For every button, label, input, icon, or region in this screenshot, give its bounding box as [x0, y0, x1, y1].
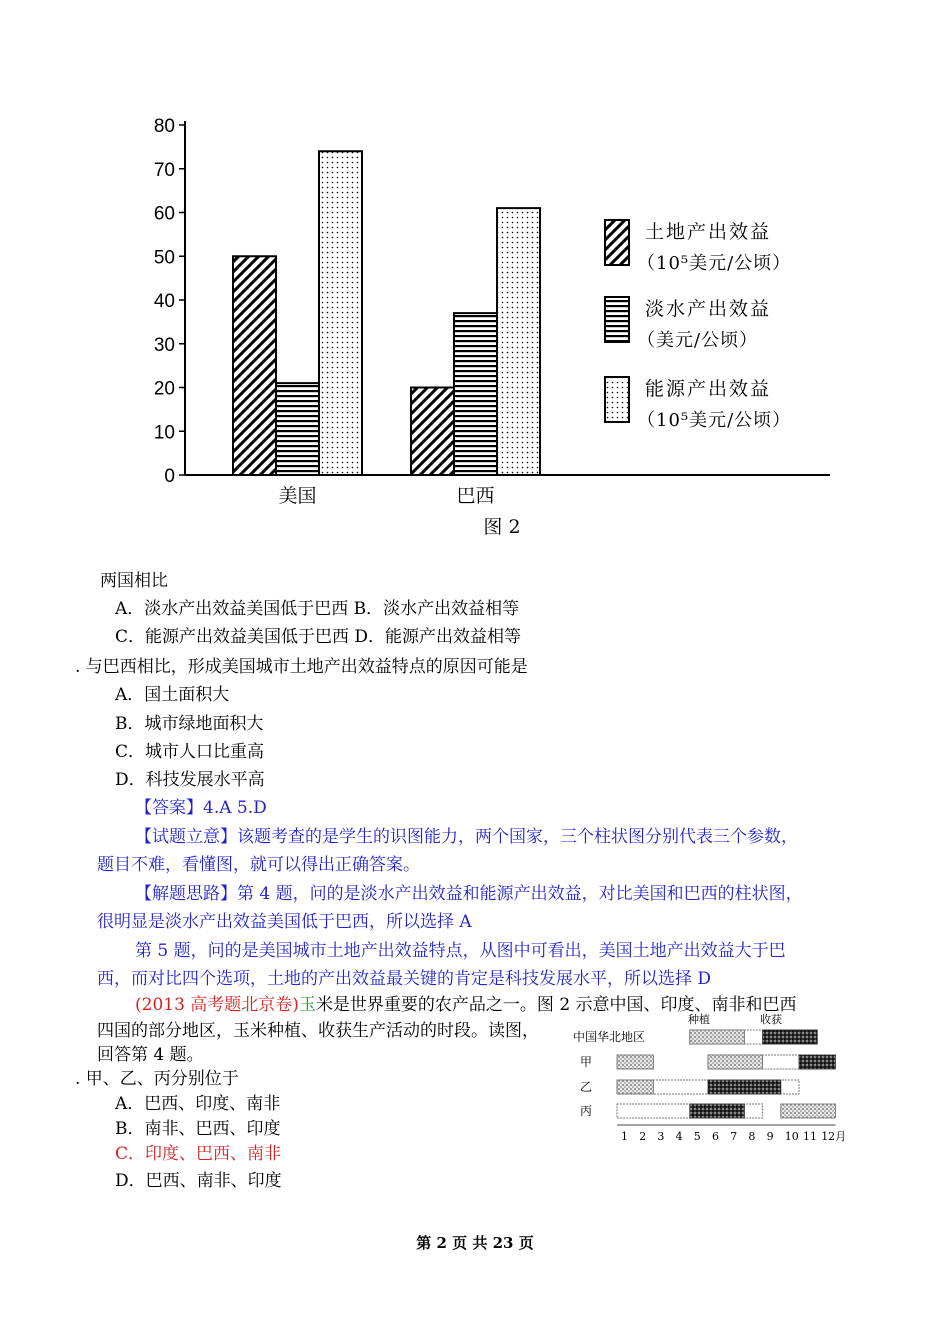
- idea-line3: 第 5 题，问的是美国城市土地产出效益特点，从图中可看出，美国土地产出效益大于巴: [135, 941, 786, 961]
- month-tick: 2: [639, 1130, 647, 1143]
- q2013-line3: 回答第 4 题。: [97, 1045, 204, 1065]
- plant-bar: [781, 1104, 836, 1118]
- intent-line1: 【试题立意】该题考查的是学生的识图能力，两个国家，三个柱状图分别代表三个参数，: [135, 827, 798, 847]
- harvest-bar: [690, 1104, 745, 1118]
- month-tick: 4: [675, 1130, 683, 1143]
- y-tick-label: 40: [153, 291, 175, 312]
- header-plant: 种植: [688, 1013, 710, 1026]
- intent-line2: 题目不难，看懂图，就可以得出正确答案。: [97, 855, 420, 875]
- y-tick-label: 0: [164, 466, 175, 487]
- x-category-label: 美国: [278, 485, 317, 507]
- legend-name: 能源产出效益: [645, 378, 772, 400]
- q2013-line1-rest: 米是世界重要的农产品之一。图 2 示意中国、印度、南非和巴西: [315, 995, 797, 1015]
- row-label: 甲: [580, 1055, 593, 1069]
- bar-stripes: [276, 383, 319, 475]
- month-tick: 11: [803, 1130, 817, 1143]
- legend-name: 土地产出效益: [645, 221, 772, 243]
- month-tick: 10: [784, 1130, 799, 1143]
- q4-options-line1: A．淡水产出效益美国低于巴西 B．淡水产出效益相等: [115, 599, 520, 619]
- plant-bar: [617, 1080, 653, 1094]
- harvest-bar: [763, 1030, 818, 1044]
- legend-swatch-hatch: [605, 220, 629, 265]
- harvest-bar: [799, 1055, 835, 1069]
- y-tick-label: 50: [153, 247, 175, 269]
- row-label: 中国华北地区: [573, 1030, 646, 1044]
- q2013-option-b: B．南非、巴西、印度: [115, 1119, 281, 1139]
- q2013-line2: 四国的部分地区，玉米种植、收获生产活动的时段。读图，: [97, 1021, 539, 1041]
- q2013-first-char: 玉: [298, 995, 316, 1015]
- q2013-option-c: C．印度、巴西、南非: [115, 1144, 282, 1164]
- y-tick-label: 30: [153, 334, 175, 356]
- legend-name: 淡水产出效益: [645, 298, 772, 320]
- timeline-chart: [570, 1012, 860, 1152]
- month-tick: 5: [693, 1130, 701, 1143]
- month-tick: 1: [621, 1130, 628, 1143]
- chart-caption: 图 2: [483, 516, 521, 538]
- q2013-source: (2013 高考题北京卷): [135, 995, 299, 1015]
- bar-hatch: [233, 256, 276, 475]
- row-label: 乙: [580, 1080, 593, 1094]
- bar-stripes: [454, 313, 497, 475]
- q5-option-c: C．城市人口比重高: [115, 742, 265, 762]
- header-harvest: 收获: [760, 1013, 782, 1026]
- idea-line1: 【解题思路】第 4 题，问的是淡水产出效益和能源产出效益，对比美国和巴西的柱状图，: [135, 884, 803, 904]
- y-tick-label: 70: [153, 159, 175, 181]
- bar-dots: [319, 151, 362, 475]
- month-tick: 12月: [821, 1130, 847, 1143]
- q5-option-a: A．国土面积大: [115, 685, 230, 705]
- q4-options-line2: C．能源产出效益美国低于巴西 D．能源产出效益相等: [115, 627, 522, 647]
- q5-option-d: D．科技发展水平高: [115, 770, 265, 790]
- y-tick-label: 20: [153, 378, 175, 400]
- month-tick: 8: [748, 1130, 756, 1143]
- plant-bar: [708, 1055, 763, 1069]
- legend-unit: （美元/公顷）: [637, 330, 759, 351]
- legend-swatch-stripes: [605, 297, 629, 342]
- row-label: 丙: [580, 1104, 593, 1118]
- bar-hatch: [411, 388, 454, 476]
- month-tick: 9: [766, 1130, 774, 1143]
- idea-line2: 很明显是淡水产出效益美国低于巴西，所以选择 A: [97, 912, 472, 932]
- y-tick-label: 60: [153, 203, 175, 225]
- q5-stem: . 与巴西相比，形成美国城市土地产出效益特点的原因可能是: [75, 657, 528, 677]
- y-tick-label: 10: [153, 422, 175, 444]
- bar-chart: [140, 105, 860, 550]
- legend-swatch-dots: [605, 377, 629, 422]
- y-tick-label: 80: [153, 116, 175, 137]
- legend-unit: （10⁵美元/公顷）: [637, 410, 792, 431]
- legend-unit: （10⁵美元/公顷）: [637, 253, 792, 274]
- q4-stem: 两国相比: [100, 571, 168, 591]
- plant-bar: [690, 1030, 745, 1044]
- x-category-label: 巴西: [456, 485, 495, 507]
- answer-line: 【答案】4.A 5.D: [135, 798, 267, 818]
- plant-bar: [617, 1055, 653, 1069]
- q2013-option-a: A．巴西、印度、南非: [115, 1094, 281, 1114]
- q2013-option-d: D．巴西、南非、印度: [115, 1171, 282, 1191]
- q5-option-b: B．城市绿地面积大: [115, 714, 264, 734]
- q2013-stem: . 甲、乙、丙分别位于: [75, 1069, 239, 1089]
- bar-dots: [497, 208, 540, 475]
- page-footer: 第 2 页 共 23 页: [416, 1234, 534, 1252]
- idea-line4: 西，而对比四个选项，土地的产出效益最关键的肯定是科技发展水平，所以选择 D: [97, 969, 712, 989]
- month-tick: 7: [730, 1130, 738, 1143]
- month-tick: 3: [657, 1130, 665, 1143]
- month-tick: 6: [712, 1130, 719, 1143]
- harvest-bar: [708, 1080, 781, 1094]
